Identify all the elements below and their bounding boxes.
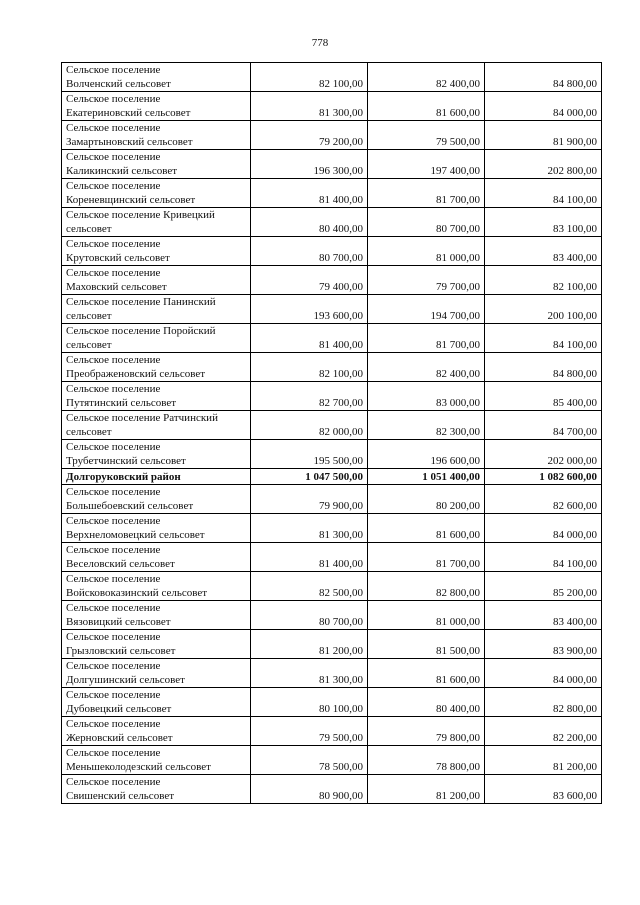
amount-cell-year-3: 83 400,00 <box>485 237 602 266</box>
settlement-name: Сельское поселение Жерновский сельсовет <box>66 718 173 744</box>
amount-cell-year-1: 82 100,00 <box>251 63 368 92</box>
amount-cell-year-2: 82 400,00 <box>368 63 485 92</box>
settlement-name-cell <box>62 208 251 237</box>
amount-cell-year-3: 82 200,00 <box>485 717 602 746</box>
settlement-name-cell <box>62 179 251 208</box>
budget-table <box>61 62 602 804</box>
amount-cell-year-2: 81 600,00 <box>368 514 485 543</box>
settlement-name-cell <box>62 150 251 179</box>
amount-cell-year-1: 81 200,00 <box>251 630 368 659</box>
amount-cell-year-3: 84 800,00 <box>485 353 602 382</box>
amount-cell-year-1: 78 500,00 <box>251 746 368 775</box>
table-row <box>62 295 602 324</box>
settlement-name-cell <box>62 353 251 382</box>
page-number: 778 <box>311 37 329 49</box>
table-row <box>62 237 602 266</box>
settlement-name-cell <box>62 237 251 266</box>
amount-cell-year-3: 84 100,00 <box>485 324 602 353</box>
amount-cell-year-2: 78 800,00 <box>368 746 485 775</box>
amount-cell-year-1: 80 400,00 <box>251 208 368 237</box>
settlement-name-cell <box>62 324 251 353</box>
settlement-name: Сельское поселение Долгушинский сельсовет <box>66 660 185 686</box>
settlement-name: Сельское поселение Кривецкий сельсовет <box>66 209 215 235</box>
amount-cell-year-2: 81 700,00 <box>368 179 485 208</box>
amount-cell-year-2: 80 200,00 <box>368 485 485 514</box>
settlement-name: Сельское поселение Замартыновский сельсовет <box>66 122 193 148</box>
table-row <box>62 150 602 179</box>
amount-cell-year-1: 81 300,00 <box>251 659 368 688</box>
settlement-name-cell <box>62 121 251 150</box>
table-row <box>62 659 602 688</box>
amount-cell-year-3: 83 900,00 <box>485 630 602 659</box>
amount-cell-year-1: 1 047 500,00 <box>251 469 368 485</box>
table-row <box>62 208 602 237</box>
amount-cell-year-3: 84 100,00 <box>485 543 602 572</box>
table-row <box>62 411 602 440</box>
amount-cell-year-1: 195 500,00 <box>251 440 368 469</box>
amount-cell-year-3: 81 200,00 <box>485 746 602 775</box>
amount-cell-year-1: 82 000,00 <box>251 411 368 440</box>
amount-cell-year-2: 79 500,00 <box>368 121 485 150</box>
amount-cell-year-3: 82 100,00 <box>485 266 602 295</box>
settlement-name: Сельское поселение Крутовский сельсовет <box>66 238 170 264</box>
table-row <box>62 746 602 775</box>
amount-cell-year-2: 81 700,00 <box>368 324 485 353</box>
amount-cell-year-2: 81 600,00 <box>368 659 485 688</box>
table-row <box>62 688 602 717</box>
amount-cell-year-3: 84 000,00 <box>485 514 602 543</box>
amount-cell-year-1: 79 500,00 <box>251 717 368 746</box>
settlement-name: Сельское поселение Кореневщинский сельсовет <box>66 180 196 206</box>
amount-cell-year-1: 79 200,00 <box>251 121 368 150</box>
amount-cell-year-1: 82 700,00 <box>251 382 368 411</box>
settlement-name-cell <box>62 659 251 688</box>
table-row <box>62 775 602 804</box>
table-row <box>62 440 602 469</box>
amount-cell-year-3: 82 800,00 <box>485 688 602 717</box>
amount-cell-year-1: 80 700,00 <box>251 237 368 266</box>
amount-cell-year-1: 81 300,00 <box>251 514 368 543</box>
amount-cell-year-3: 83 600,00 <box>485 775 602 804</box>
settlement-name: Сельское поселение Большебоевский сельсовет <box>66 486 194 512</box>
table-row <box>62 717 602 746</box>
settlement-name: Сельское поселение Маховский сельсовет <box>66 267 167 293</box>
amount-cell-year-2: 196 600,00 <box>368 440 485 469</box>
amount-cell-year-3: 84 800,00 <box>485 63 602 92</box>
settlement-name: Сельское поселение Свишенский сельсовет <box>66 776 175 802</box>
table-row <box>62 92 602 121</box>
amount-cell-year-3: 82 600,00 <box>485 485 602 514</box>
amount-cell-year-1: 81 400,00 <box>251 324 368 353</box>
amount-cell-year-3: 83 100,00 <box>485 208 602 237</box>
settlement-name: Сельское поселение Поройский сельсовет <box>66 325 216 351</box>
amount-cell-year-3: 202 000,00 <box>485 440 602 469</box>
settlement-name: Сельское поселение Екатериновский сельсовет <box>66 93 191 119</box>
settlement-name-cell <box>62 601 251 630</box>
settlement-name-cell <box>62 630 251 659</box>
settlement-name-cell <box>62 775 251 804</box>
settlement-name: Сельское поселение Ратчинский сельсовет <box>66 412 218 438</box>
table-row <box>62 572 602 601</box>
settlement-name: Сельское поселение Меньшеколодезский сельсовет <box>66 747 211 773</box>
amount-cell-year-1: 82 500,00 <box>251 572 368 601</box>
amount-cell-year-1: 79 900,00 <box>251 485 368 514</box>
settlement-name: Сельское поселение Вязовицкий сельсовет <box>66 602 171 628</box>
settlement-name-cell <box>62 543 251 572</box>
table-row <box>62 266 602 295</box>
amount-cell-year-3: 83 400,00 <box>485 601 602 630</box>
amount-cell-year-2: 1 051 400,00 <box>368 469 485 485</box>
amount-cell-year-2: 81 000,00 <box>368 601 485 630</box>
settlement-name-cell <box>62 746 251 775</box>
amount-cell-year-2: 81 600,00 <box>368 92 485 121</box>
amount-cell-year-2: 81 000,00 <box>368 237 485 266</box>
table-row <box>62 543 602 572</box>
amount-cell-year-3: 202 800,00 <box>485 150 602 179</box>
settlement-name-cell <box>62 382 251 411</box>
table-row <box>62 121 602 150</box>
settlement-name-cell <box>62 411 251 440</box>
amount-cell-year-2: 79 700,00 <box>368 266 485 295</box>
settlement-name: Долгоруковский район <box>66 470 181 483</box>
settlement-name-cell <box>62 295 251 324</box>
settlement-name: Сельское поселение Верхнеломовецкий сельсовет <box>66 515 205 541</box>
amount-cell-year-2: 194 700,00 <box>368 295 485 324</box>
amount-cell-year-2: 80 400,00 <box>368 688 485 717</box>
settlement-name-cell <box>62 469 251 485</box>
settlement-name: Сельское поселение Каликинский сельсовет <box>66 151 178 177</box>
amount-cell-year-3: 200 100,00 <box>485 295 602 324</box>
amount-cell-year-1: 80 100,00 <box>251 688 368 717</box>
settlement-name-cell <box>62 688 251 717</box>
settlement-name-cell <box>62 485 251 514</box>
amount-cell-year-3: 84 000,00 <box>485 92 602 121</box>
settlement-name: Сельское поселение Волченский сельсовет <box>66 64 171 90</box>
amount-cell-year-3: 81 900,00 <box>485 121 602 150</box>
amount-cell-year-1: 79 400,00 <box>251 266 368 295</box>
budget-table-body <box>62 63 602 804</box>
amount-cell-year-1: 81 400,00 <box>251 543 368 572</box>
table-row <box>62 324 602 353</box>
settlement-name-cell <box>62 92 251 121</box>
amount-cell-year-2: 80 700,00 <box>368 208 485 237</box>
amount-cell-year-1: 82 100,00 <box>251 353 368 382</box>
settlement-name: Сельское поселение Преображеновский сельсовет <box>66 354 206 380</box>
settlement-name: Сельское поселение Дубовецкий сельсовет <box>66 689 172 715</box>
amount-cell-year-3: 85 200,00 <box>485 572 602 601</box>
amount-cell-year-1: 80 900,00 <box>251 775 368 804</box>
amount-cell-year-3: 84 700,00 <box>485 411 602 440</box>
amount-cell-year-3: 84 000,00 <box>485 659 602 688</box>
table-row <box>62 630 602 659</box>
settlement-name: Сельское поселение Грызловский сельсовет <box>66 631 176 657</box>
settlement-name-cell <box>62 514 251 543</box>
table-row <box>62 485 602 514</box>
amount-cell-year-1: 80 700,00 <box>251 601 368 630</box>
amount-cell-year-2: 197 400,00 <box>368 150 485 179</box>
amount-cell-year-3: 84 100,00 <box>485 179 602 208</box>
amount-cell-year-1: 193 600,00 <box>251 295 368 324</box>
table-row <box>62 601 602 630</box>
table-row <box>62 382 602 411</box>
settlement-name-cell <box>62 266 251 295</box>
table-row <box>62 179 602 208</box>
amount-cell-year-1: 81 400,00 <box>251 179 368 208</box>
amount-cell-year-2: 81 700,00 <box>368 543 485 572</box>
amount-cell-year-3: 85 400,00 <box>485 382 602 411</box>
amount-cell-year-2: 81 200,00 <box>368 775 485 804</box>
settlement-name: Сельское поселение Трубетчинский сельсовет <box>66 441 186 467</box>
amount-cell-year-1: 196 300,00 <box>251 150 368 179</box>
amount-cell-year-2: 82 400,00 <box>368 353 485 382</box>
table-row <box>62 353 602 382</box>
amount-cell-year-2: 82 300,00 <box>368 411 485 440</box>
settlement-name-cell <box>62 63 251 92</box>
settlement-name: Сельское поселение Панинский сельсовет <box>66 296 216 322</box>
amount-cell-year-2: 81 500,00 <box>368 630 485 659</box>
district-total-row <box>62 469 602 485</box>
table-row <box>62 63 602 92</box>
table-row <box>62 514 602 543</box>
amount-cell-year-3: 1 082 600,00 <box>485 469 602 485</box>
settlement-name: Сельское поселение Путятинский сельсовет <box>66 383 177 409</box>
amount-cell-year-2: 79 800,00 <box>368 717 485 746</box>
settlement-name: Сельское поселение Веселовский сельсовет <box>66 544 175 570</box>
settlement-name: Сельское поселение Войсковоказинский сельсовет <box>66 573 208 599</box>
settlement-name-cell <box>62 440 251 469</box>
amount-cell-year-2: 82 800,00 <box>368 572 485 601</box>
amount-cell-year-1: 81 300,00 <box>251 92 368 121</box>
amount-cell-year-2: 83 000,00 <box>368 382 485 411</box>
settlement-name-cell <box>62 717 251 746</box>
settlement-name-cell <box>62 572 251 601</box>
